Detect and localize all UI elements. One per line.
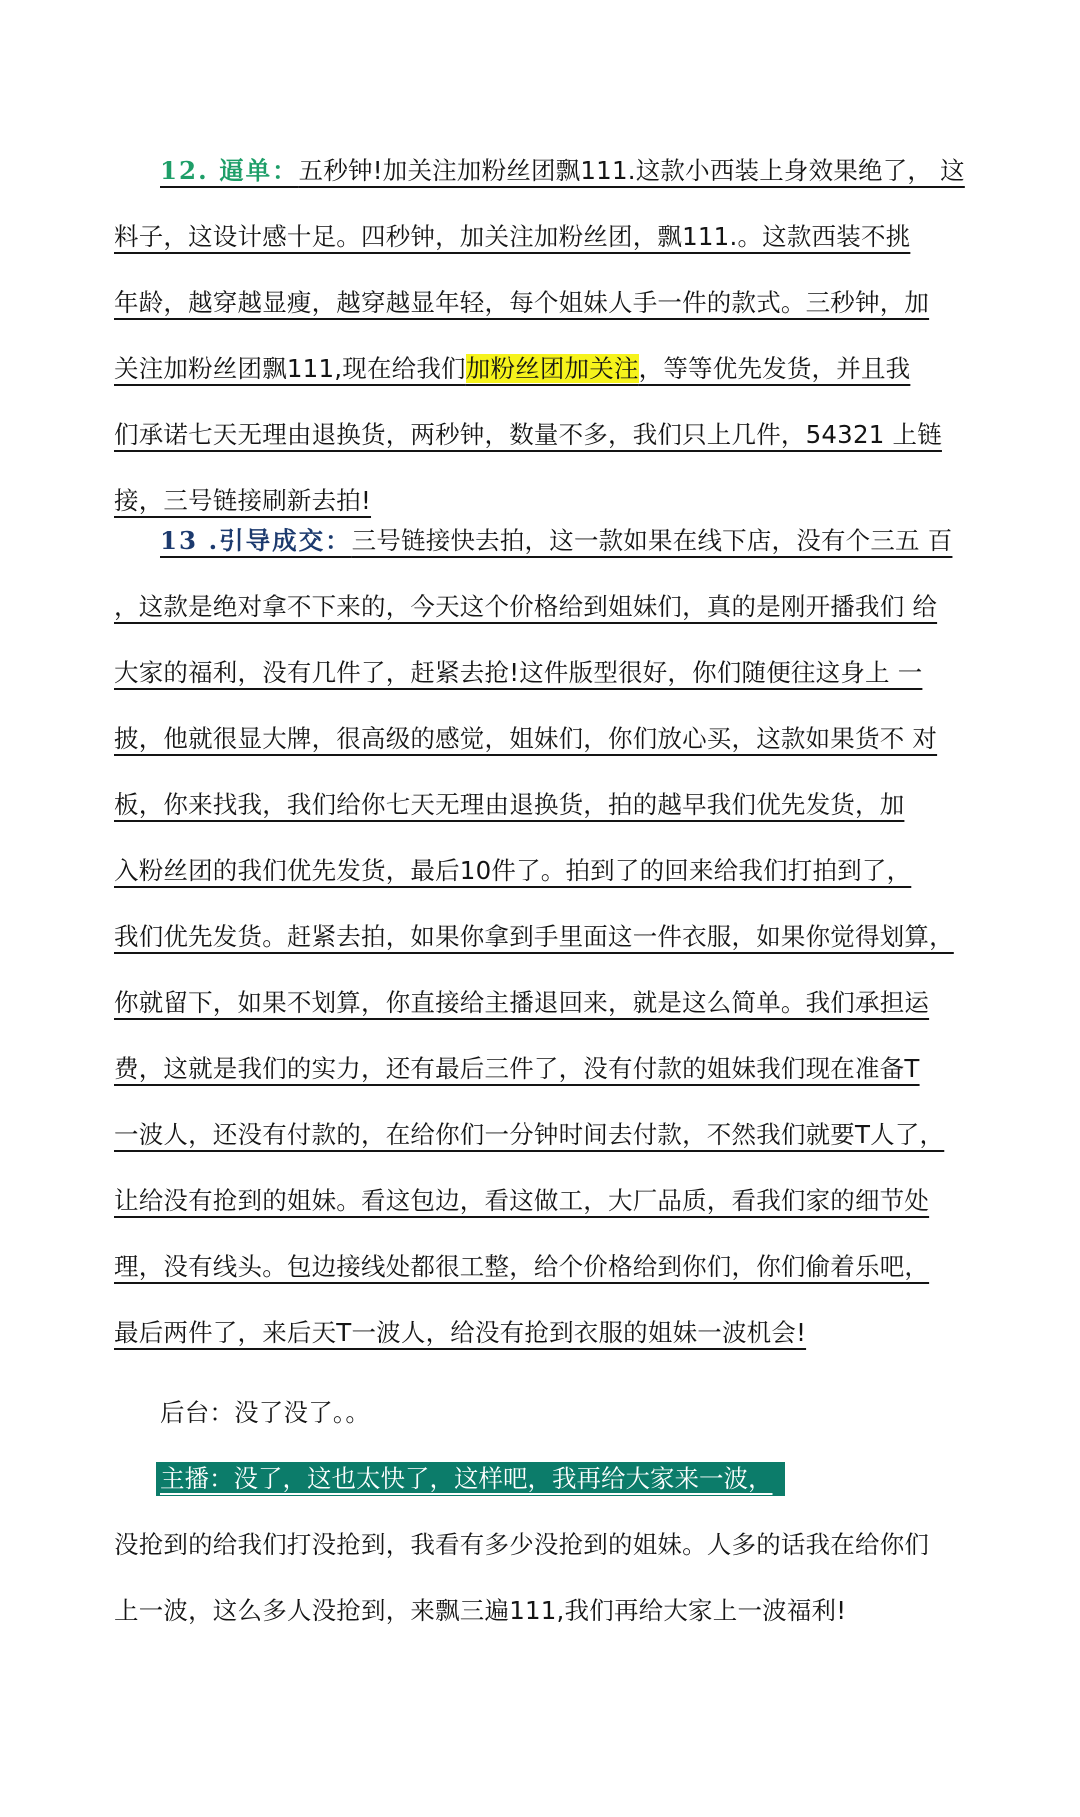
text-line: 13 .引导成交：三号链接快去拍，这一款如果在线下店，没有个三五 百: [160, 526, 953, 555]
text-line: 们承诺七天无理由退换货，两秒钟，数量不多，我们只上几件，54321 上链: [114, 420, 942, 449]
host-highlight: 主播：没了，这也太快了，这样吧，我再给大家来一波，: [156, 1462, 785, 1496]
highlighted-phrase: 加粉丝团加关注: [465, 354, 639, 383]
text-line: 12. 逼单：五秒钟!加关注加粉丝团飘111.这款小西装上身效果绝了， 这: [160, 156, 965, 185]
section-12-heading: 12. 逼单：: [160, 156, 299, 185]
text-line: ，这款是绝对拿不下来的，今天这个价格给到姐妹们，真的是刚开播我们 给: [114, 592, 938, 621]
text-line: 上一波，这么多人没抢到，来飘三遍111,我们再给大家上一波福利!: [114, 1596, 847, 1625]
text-line: 最后两件了，来后天T一波人，给没有抢到衣服的姐妹一波机会!: [114, 1318, 807, 1347]
text-line: 费，这就是我们的实力，还有最后三件了，没有付款的姐妹我们现在准备T: [114, 1054, 920, 1083]
text-line: 料子，这设计感十足。四秒钟，加关注加粉丝团，飘111.。这款西装不挑: [114, 222, 911, 251]
text-line: 让给没有抢到的姐妹。看这包边，看这做工，大厂品质，看我们家的细节处: [114, 1186, 930, 1215]
section-13-heading: 13 .引导成交：: [160, 526, 352, 555]
text-line: 我们优先发货。赶紧去拍，如果你拿到手里面这一件衣服，如果你觉得划算，: [114, 922, 954, 951]
text-line: 一波人，还没有付款的，在给你们一分钟时间去付款，不然我们就要T人了，: [114, 1120, 945, 1149]
text-line: 你就留下，如果不划算，你直接给主播退回来，就是这么简单。我们承担运: [114, 988, 930, 1017]
section-12: [114, 138, 970, 534]
text-line: 关注加粉丝团飘111,现在给我们加粉丝团加关注，等等优先发货，并且我: [114, 354, 911, 383]
text-line: 接，三号链接刷新去拍!: [114, 486, 372, 515]
backstage-line: 后台：没了没了。。: [160, 1398, 371, 1427]
text-line: 入粉丝团的我们优先发货，最后10件了。拍到了的回来给我们打拍到了，: [114, 856, 912, 885]
text-line: 没抢到的给我们打没抢到，我看有多少没抢到的姐妹。人多的话我在给你们: [114, 1530, 930, 1559]
closing-paragraph: [114, 1512, 970, 1644]
section-13: [114, 508, 970, 1366]
text-line: 大家的福利，没有几件了，赶紧去抢!这件版型很好，你们随便往这身上 一: [114, 658, 923, 687]
text-line: 理，没有线头。包边接线处都很工整，给个价格给到你们，你们偷着乐吧，: [114, 1252, 930, 1281]
text-line: 年龄，越穿越显瘦，越穿越显年轻，每个姐妹人手一件的款式。三秒钟，加: [114, 288, 930, 317]
text-line: 板，你来找我，我们给你七天无理由退换货，拍的越早我们优先发货，加: [114, 790, 905, 819]
text-line: 披，他就很显大牌，很高级的感觉，姐妹们，你们放心买，这款如果货不 对: [114, 724, 938, 753]
